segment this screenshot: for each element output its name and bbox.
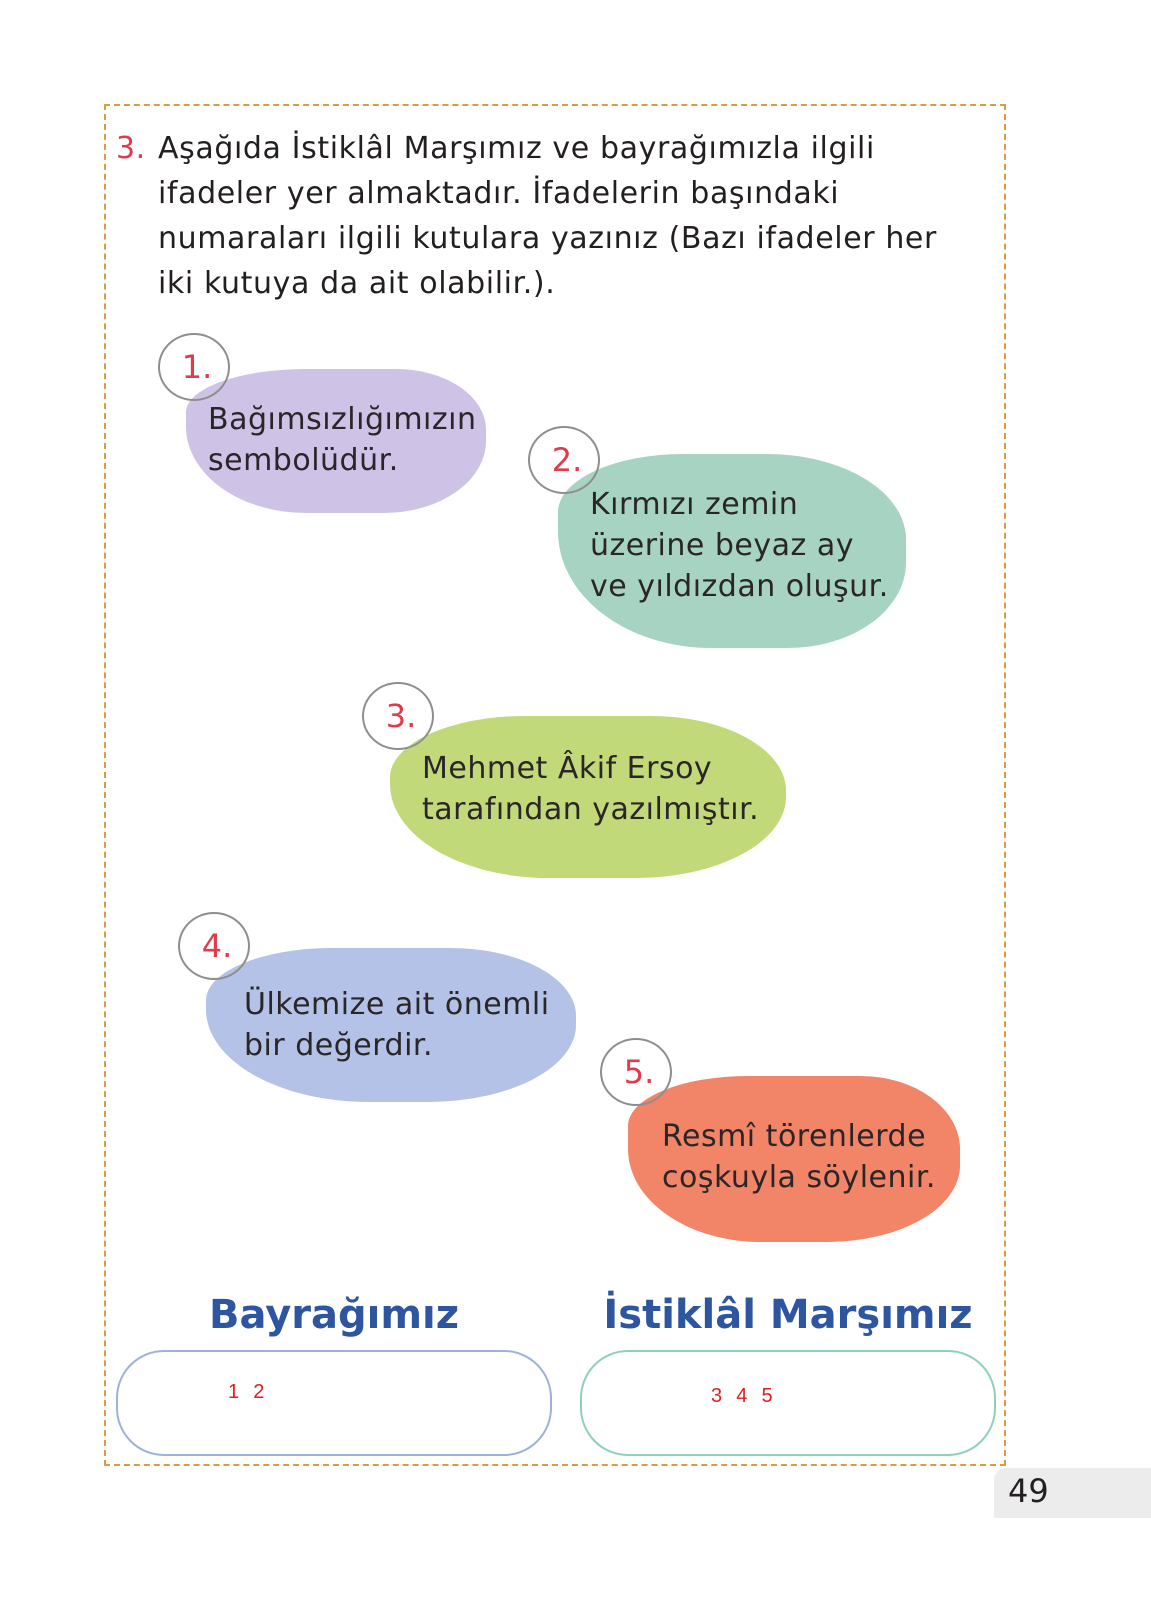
page-number: 49 [1008, 1472, 1049, 1510]
question-line-4: iki kutuya da ait olabilir.). [158, 266, 556, 301]
answer-box-flag[interactable] [116, 1350, 552, 1456]
answer-box-anthem[interactable] [580, 1350, 996, 1456]
statement-line: ve yıldızdan oluşur. [590, 569, 889, 604]
statement-line: Bağımsızlığımızın [208, 402, 477, 437]
statement-line: Mehmet Âkif Ersoy [422, 751, 713, 786]
answer-text-anthem: 3 4 5 [711, 1385, 774, 1407]
statement-number-badge: 2. [528, 426, 600, 494]
answer-text-flag: 1 2 [228, 1381, 266, 1403]
statement-text [422, 748, 759, 830]
statement-number-badge: 5. [600, 1038, 672, 1106]
statement-number-badge: 3. [362, 682, 434, 750]
statement-text [208, 399, 476, 481]
question-line-1: Aşağıda İstiklâl Marşımız ve bayrağımızla ilgili [158, 131, 875, 166]
page-number-tab [994, 1468, 1151, 1518]
question-prompt [116, 126, 996, 306]
statement-text [590, 484, 889, 607]
statement-line: Ülkemize ait önemli [244, 987, 550, 1022]
statement-line: Kırmızı zemin [590, 487, 799, 522]
statement-line: tarafından yazılmıştır. [422, 792, 760, 827]
question-number: 3. [116, 131, 146, 166]
question-line-3: numaraları ilgili kutulara yazınız (Bazı ifadeler her [158, 221, 937, 256]
statement-number-badge: 4. [178, 912, 250, 980]
statement-line: üzerine beyaz ay [590, 528, 854, 563]
statement-line: Resmî törenlerde [662, 1119, 927, 1154]
statement-line: sembolüdür. [208, 443, 399, 478]
statement-number-badge: 1. [158, 333, 230, 401]
question-line-2: ifadeler yer almaktadır. İfadelerin başındaki [158, 176, 840, 211]
statement-line: bir değerdir. [244, 1028, 434, 1063]
statement-line: coşkuyla söylenir. [662, 1160, 936, 1195]
statement-text [244, 984, 550, 1066]
heading-anthem: İstiklâl Marşımız [603, 1292, 973, 1338]
heading-flag: Bayrağımız [208, 1292, 460, 1338]
statement-text [662, 1116, 936, 1198]
